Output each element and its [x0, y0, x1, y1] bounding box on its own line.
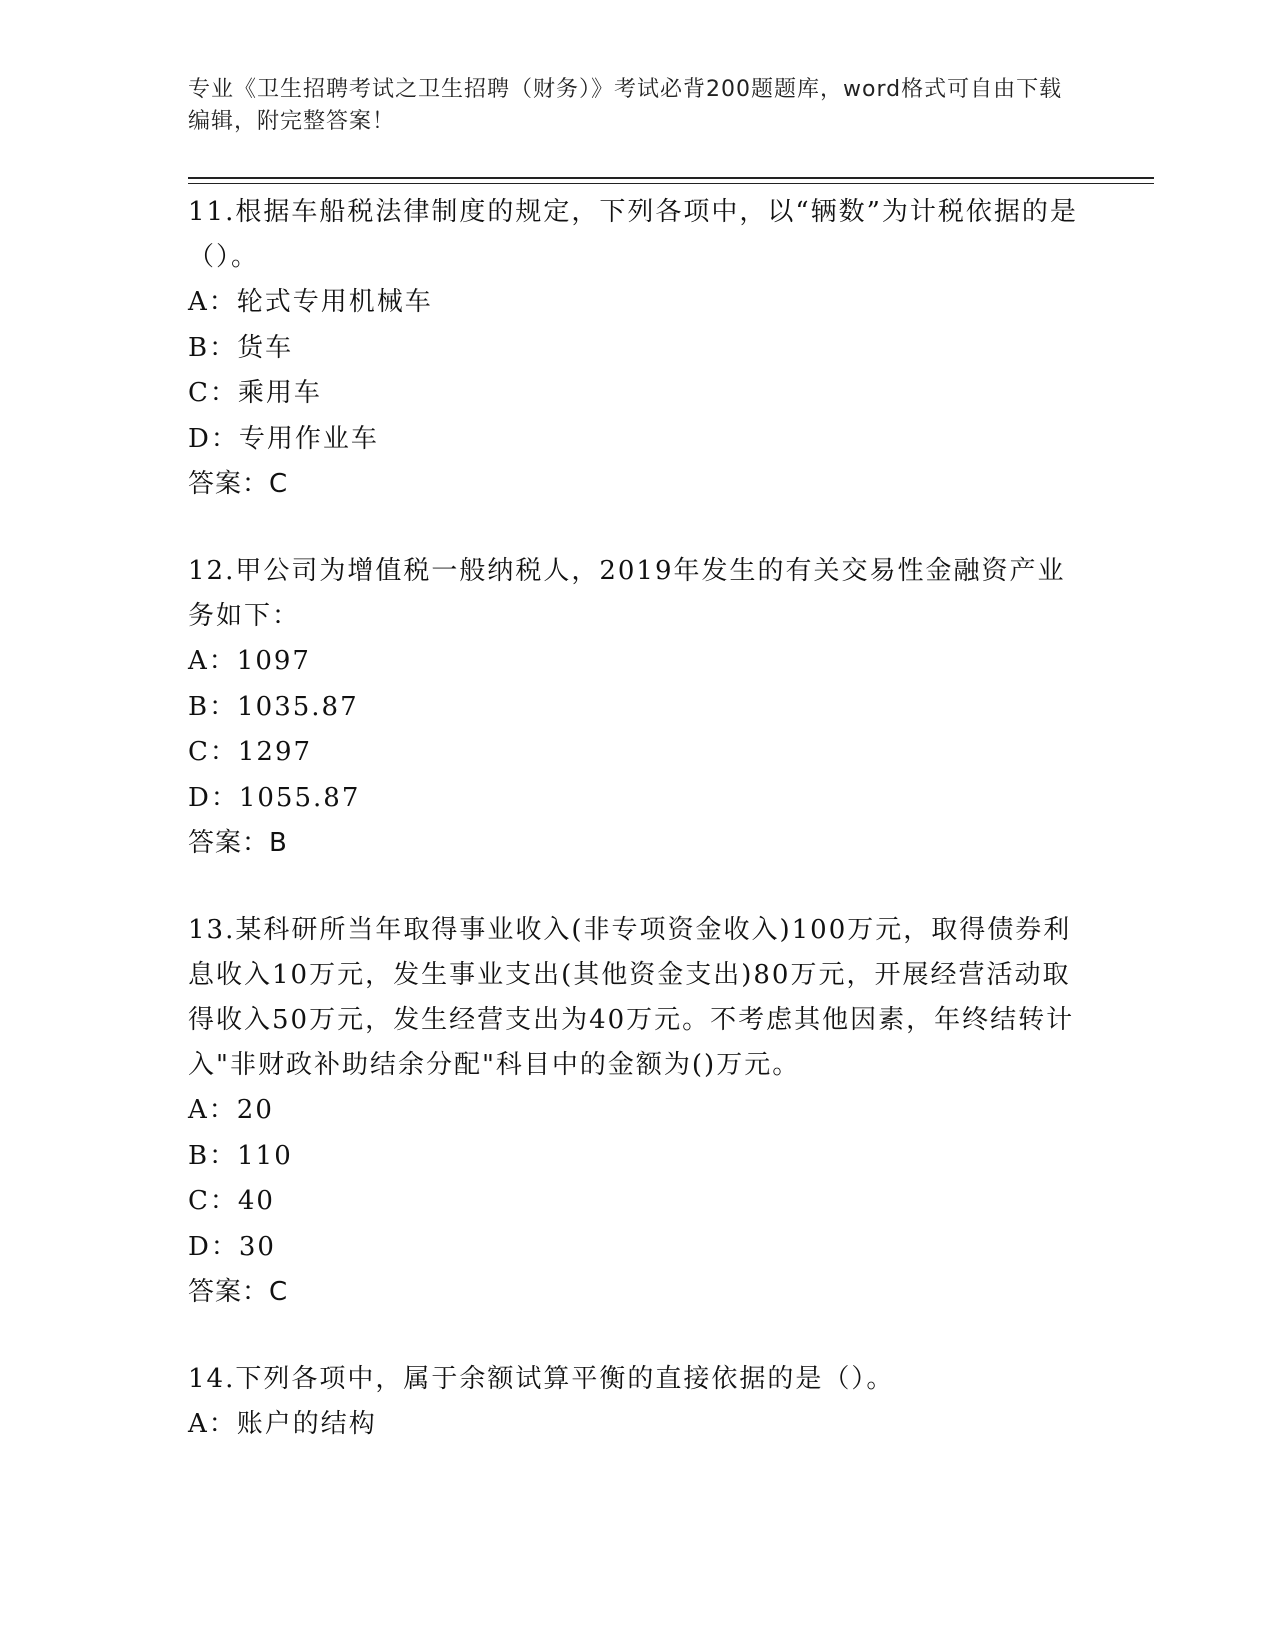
option-d: D：1055.87 [188, 782, 361, 813]
header-divider-thick [188, 177, 1154, 179]
header-intro: 专业《卫生招聘考试之卫生招聘（财务）》考试必背200题题库，word格式可自由下载编辑，附完整答案！ [188, 77, 1063, 134]
question-12 [188, 549, 1088, 866]
answer: 答案：C [188, 1277, 289, 1307]
question-gap [188, 1315, 1088, 1357]
option-c: C：1297 [188, 737, 313, 767]
question-11 [188, 190, 1088, 507]
question-text: 13.某科研所当年取得事业收入(非专项资金收入)100万元，取得债券利息收入10万元，发生事业支出(其他资金支出)80万元，开展经营活动取得收入50万元，发生经营支出为40万元。不考虑其他因素，年终结转计入"非财政补助结余分配"科目中的金额为()万元。 [188, 915, 1075, 1080]
question-13 [188, 908, 1088, 1315]
question-gap [188, 866, 1088, 908]
question-gap [188, 507, 1088, 549]
question-14 [188, 1357, 1088, 1448]
option-b: B：1035.87 [188, 691, 359, 722]
option-b: B：110 [188, 1140, 293, 1171]
option-c: C：40 [188, 1186, 275, 1216]
option-c: C：乘用车 [188, 378, 322, 408]
header-divider-thin [188, 183, 1154, 184]
option-a: A：20 [188, 1095, 274, 1125]
question-text: 11.根据车船税法律制度的规定，下列各项中，以“辆数”为计税依据的是（）。 [188, 197, 1078, 272]
answer: 答案：C [188, 469, 289, 499]
option-a: A：轮式专用机械车 [188, 287, 433, 317]
option-d: D：专用作业车 [188, 423, 379, 454]
option-d: D：30 [188, 1231, 276, 1262]
answer: 答案：B [188, 828, 288, 858]
question-list [188, 190, 1088, 1448]
option-a: A：账户的结构 [188, 1409, 377, 1439]
option-a: A：1097 [188, 646, 311, 676]
question-text: 14.下列各项中，属于余额试算平衡的直接依据的是（）。 [188, 1364, 895, 1394]
question-text: 12.甲公司为增值税一般纳税人，2019年发生的有关交易性金融资产业务如下： [188, 556, 1066, 631]
option-b: B：货车 [188, 332, 294, 363]
